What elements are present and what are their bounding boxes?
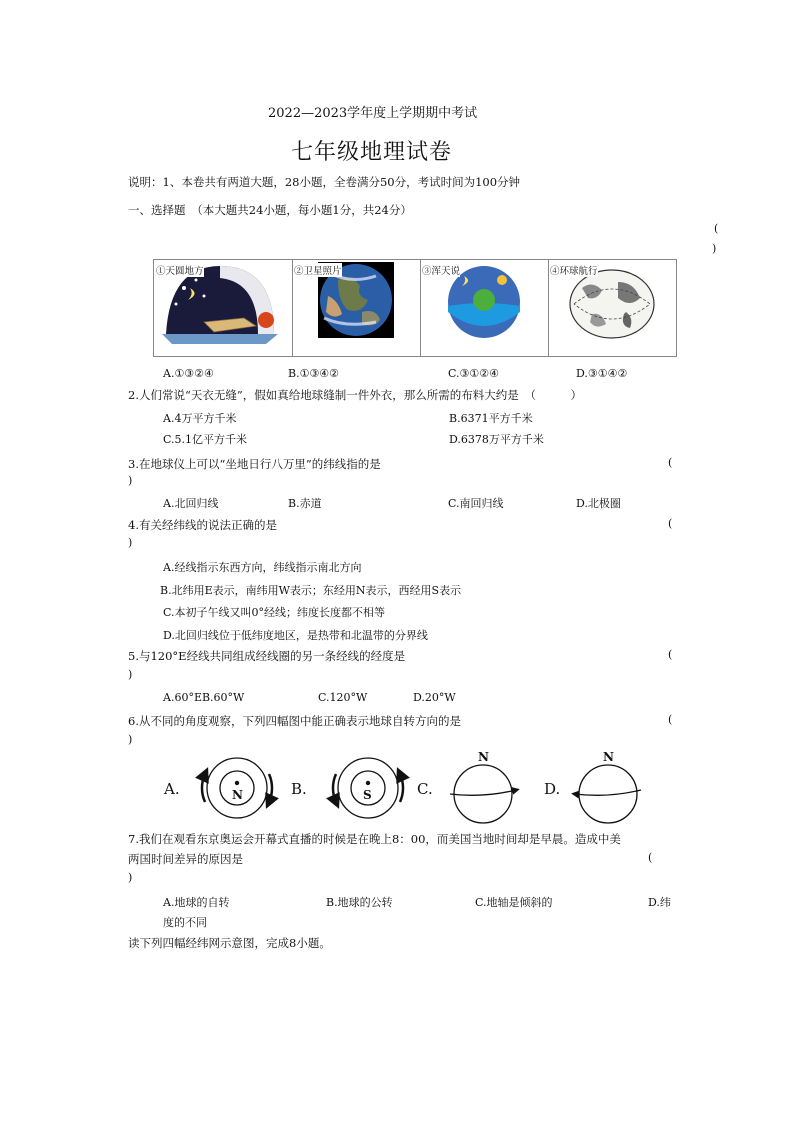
section-heading: 一、选择题 （本大题共24小题，每小题1分，共24分） — [128, 203, 412, 217]
q2-option-d[interactable]: D.6378万平方千米 — [449, 433, 544, 446]
q7-paren-close: ) — [128, 871, 133, 884]
q6-stem: 6.从不同的角度观察，下列四幅图中能正确表示地球自转方向的是 — [128, 714, 461, 728]
q3-option-d[interactable]: D.北极圈 — [576, 497, 621, 510]
q4-paren-close: ) — [128, 536, 133, 549]
q5-option-d[interactable]: D.20°W — [413, 691, 456, 704]
diagram-d[interactable] — [575, 765, 641, 823]
q7-stem-line2: 两国时间差异的原因是 — [128, 852, 243, 866]
q2-stem: 2.人们常说“天衣无缝”，假如真给地球缝制一件外衣，那么所需的布料大约是 （ ） — [128, 388, 582, 402]
q1-image-4 — [548, 260, 676, 356]
q6-paren-open: ( — [668, 713, 673, 726]
q4-option-d[interactable]: D.北回归线位于低纬度地区，是热带和北温带的分界线 — [163, 629, 428, 642]
q1-option-c[interactable]: C.③①②④ — [448, 367, 499, 380]
q5-option-c[interactable]: C.120°W — [318, 691, 368, 704]
q8-intro: 读下列四幅经纬网示意图，完成8小题。 — [128, 936, 331, 950]
q1-option-a[interactable]: A.①③②④ — [163, 367, 214, 380]
exam-term: 2022—2023学年度上学期期中考试 — [268, 106, 478, 121]
q1-caption-2: ②卫星照片 — [294, 263, 342, 277]
q2-option-c[interactable]: C.5.1亿平方千米 — [163, 433, 248, 446]
q5-stem: 5.与120°E经线共同组成经线圈的另一条经线的经度是 — [128, 649, 406, 663]
q7-stem-line1: 7.我们在观看东京奥运会开幕式直播的时候是在晚上8：00，而美国当地时间却是早晨。造成中美 — [128, 832, 621, 846]
q3-option-b[interactable]: B.赤道 — [288, 497, 322, 510]
q1-caption-1: ①天圆地方 — [156, 263, 204, 277]
q1-caption-4: ④环球航行 — [550, 263, 598, 277]
q7-option-b[interactable]: B.地球的公转 — [326, 896, 393, 909]
q7-option-c[interactable]: C.地轴是倾斜的 — [475, 896, 553, 909]
q6-pole-b: S — [363, 788, 372, 802]
q6-pole-d: N — [603, 750, 614, 764]
q4-option-b[interactable]: B.北纬用E表示，南纬用W表示；东经用N表示，西经用S表示 — [160, 584, 462, 597]
q6-pole-a: N — [232, 788, 243, 802]
q5-paren-open: ( — [668, 648, 673, 661]
q3-stem: 3.在地球仪上可以“坐地日行八万里”的纬线指的是 — [128, 457, 381, 471]
q4-stem: 4.有关经纬线的说法正确的是 — [128, 518, 277, 532]
sun-icon — [497, 275, 507, 285]
q1-caption-3: ③浑天说 — [422, 263, 460, 277]
q1-paren-open: ( — [714, 222, 719, 235]
q1-image-table — [153, 259, 677, 357]
q7-option-a[interactable]: A.地球的自转 — [163, 896, 230, 909]
q7-paren-open: ( — [648, 851, 653, 864]
earth-icon — [473, 289, 495, 311]
q3-paren-open: ( — [668, 456, 673, 469]
diagram-c[interactable] — [450, 765, 516, 823]
q1-image-2 — [292, 260, 421, 356]
q3-option-a[interactable]: A.北回归线 — [163, 497, 219, 510]
sun-icon — [258, 312, 274, 328]
q1-paren-close: ) — [712, 242, 717, 255]
q6-label-a: A. — [164, 780, 180, 798]
q1-image-3 — [420, 260, 549, 356]
q6-label-b: B. — [291, 780, 307, 798]
q6-pole-c: N — [478, 750, 489, 764]
q6-label-d: D. — [544, 780, 561, 798]
q6-label-c: C. — [417, 780, 433, 798]
q4-paren-open: ( — [668, 517, 673, 530]
q3-option-c[interactable]: C.南回归线 — [448, 497, 504, 510]
q2-option-b[interactable]: B.6371平方千米 — [449, 412, 533, 425]
page-title: 七年级地理试卷 — [291, 140, 453, 165]
exam-note: 说明：1、本卷共有两道大题，28小题，全卷满分50分，考试时间为100分钟 — [128, 175, 521, 189]
q5-paren-close: ) — [128, 668, 133, 681]
q1-image-1 — [154, 260, 293, 356]
q1-option-b[interactable]: B.①③④② — [288, 367, 340, 380]
q3-paren-close: ) — [128, 474, 133, 487]
q2-option-a[interactable]: A.4万平方千米 — [163, 412, 237, 425]
q6-diagrams — [160, 750, 660, 828]
q7-option-d-continued: 度的不同 — [163, 916, 207, 929]
q4-option-a[interactable]: A.经线指示东西方向，纬线指示南北方向 — [163, 561, 362, 574]
q6-paren-close: ) — [128, 733, 133, 746]
q5-option-ab[interactable]: A.60°EB.60°W — [163, 691, 245, 704]
q4-option-c[interactable]: C.本初子午线又叫0°经线；纬度长度都不相等 — [163, 606, 386, 619]
q7-option-d[interactable]: D.纬 — [648, 896, 671, 909]
q1-option-d[interactable]: D.③①④② — [576, 367, 628, 380]
